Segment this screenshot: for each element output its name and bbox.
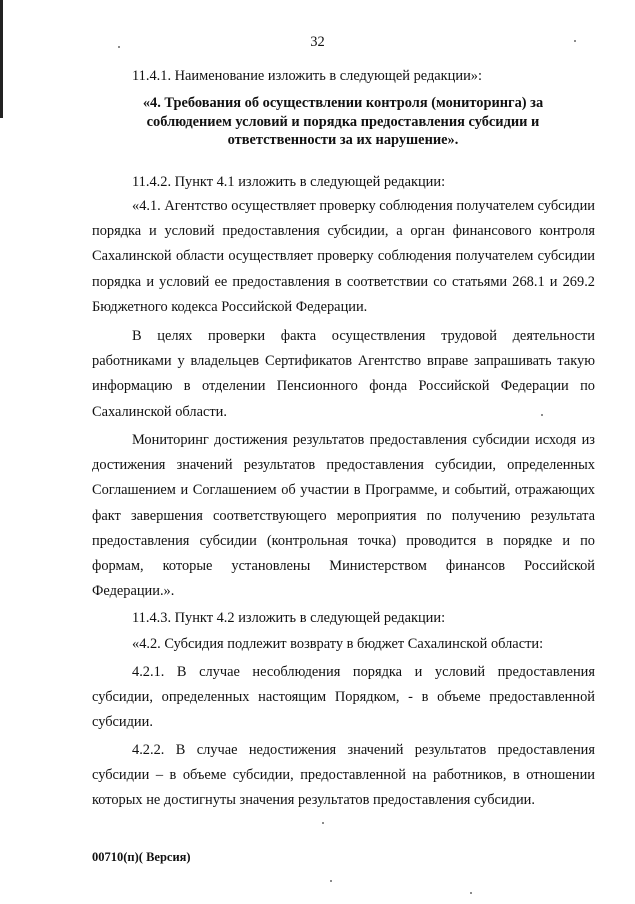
paragraph-11-4-2: 11.4.2. Пункт 4.1 изложить в следующей редакции: [132,174,446,190]
scan-speck [322,822,324,824]
paragraph-4-2-2: 4.2.2. В случае недостижения значений результатов предоставления субсидии – в объеме субсидии, предоставленной на работников, в отношении которых не достигнуты значения результатов предоставления субсидии. [92,742,595,809]
paragraph-verification: В целях проверки факта осуществления трудовой деятельности работниками у владельцев Сертификатов Агентство вправе запрашивать такую информацию в отделении Пенсионного фонда Российской Федерации по Сахалинской области. [92,328,595,420]
scan-edge-mark [0,0,3,118]
paragraph-monitoring: Мониторинг достижения результатов предоставления субсидии исходя из достижения значений результатов предоставления субсидии, определенных Соглашением и Соглашением об участии в Программе, и событий, отражающих факт завершения соответствующего мероприятия по получению результата предоставления субсидии (контрольная точка) проводится в порядке и по формам, которые установлены Министерством финансов Российской Федерации.». [92,432,595,600]
scan-speck [470,892,472,894]
scan-speck [330,880,332,882]
scan-speck [541,414,543,416]
paragraph-11-4-1: 11.4.1. Наименование изложить в следующей редакции»: [132,68,482,84]
paragraph-11-4-3: 11.4.3. Пункт 4.2 изложить в следующей редакции: [132,610,446,626]
paragraph-4-2-1: 4.2.1. В случае несоблюдения порядка и условий предоставления субсидии, определенных настоящим Порядком, - в объеме предоставленной субсидии. [92,664,595,731]
paragraph-4-2: «4.2. Субсидия подлежит возврату в бюджет Сахалинской области: [132,636,544,652]
scan-speck [574,40,576,42]
section-heading-4: «4. Требования об осуществлении контроля (мониторинга) за соблюдением условий и порядка предоставления субсидии и ответственности за их нарушение». [142,95,544,148]
scan-speck [118,46,120,48]
paragraph-4-1: «4.1. Агентство осуществляет проверку соблюдения получателем субсидии порядка и условий предоставления субсидии, а орган финансового контроля Сахалинской области осуществляет проверку соблюдения получателем субсидии порядка и условий ее предоставления в соответствии со статьями 268.1 и 269.2 Бюджетного кодекса Российской Федерации. [92,198,595,315]
footer-document-code: 00710(п)( Версия) [92,850,191,864]
page-number: 32 [310,34,325,50]
